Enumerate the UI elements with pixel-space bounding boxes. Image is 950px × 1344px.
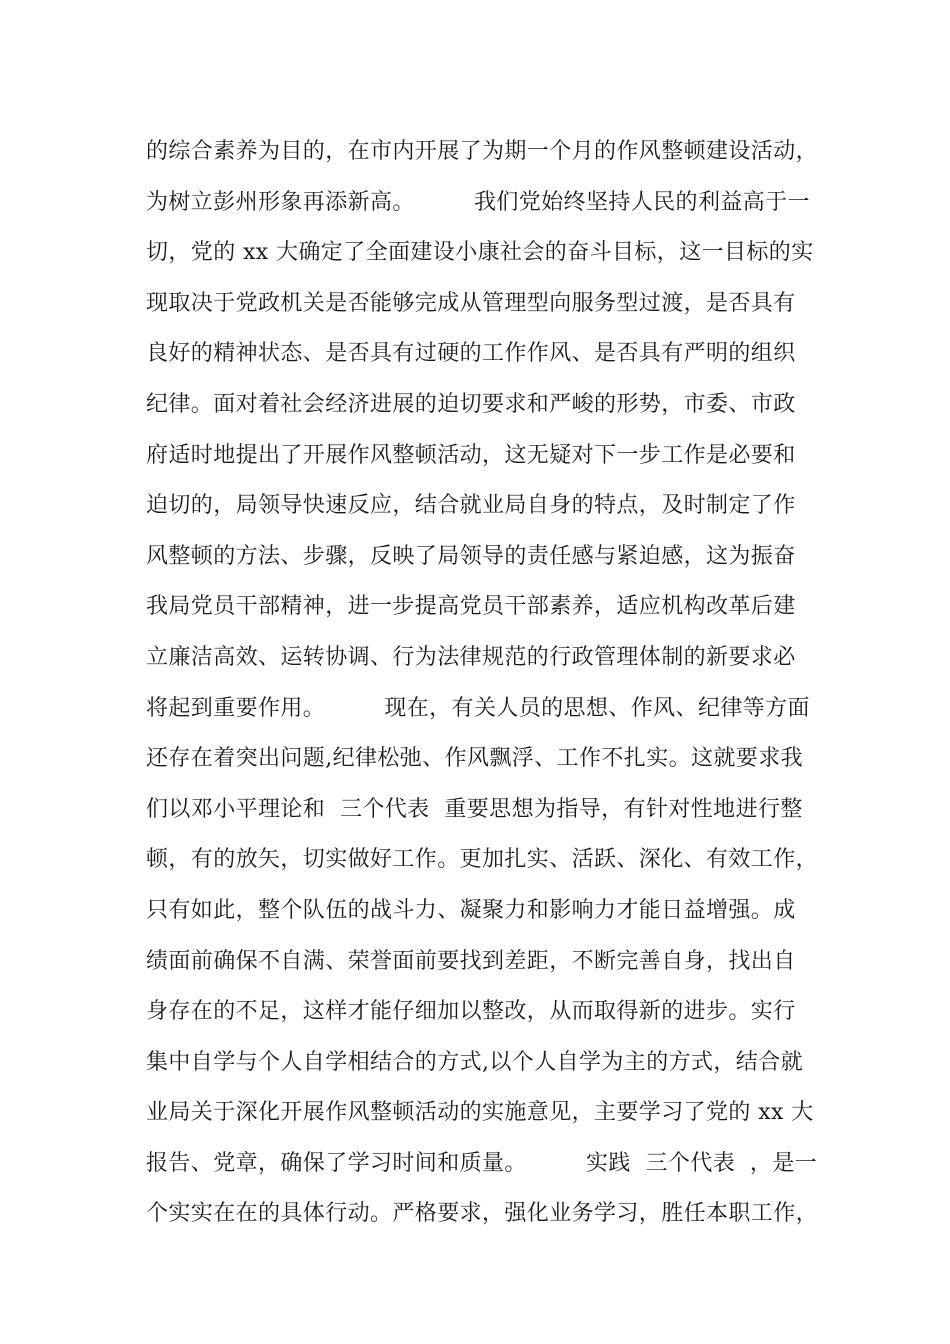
text-line: 府适时地提出了开展作风整顿活动，这无疑对下一步工作是必要和 <box>146 442 796 468</box>
text-line: 切，党的 xx 大确定了全面建设小康社会的奋斗目标，这一目标的实 <box>146 240 814 266</box>
text-line: 的综合素养为目的，在市内开展了为期一个月的作风整顿建设活动， <box>146 139 819 164</box>
text-line: 我局党员干部精神，进一步提高党员干部素养，适应机构改革后建 <box>146 594 796 620</box>
text-line: 身存在的不足，这样才能仔细加以整改，从而取得新的进步。实行 <box>146 999 796 1025</box>
text-line: 个实实在在的具体行动。严格要求，强化业务学习，胜任本职工作， <box>146 1201 819 1227</box>
text-line: 纪律。面对着社会经济进展的迫切要求和严峻的形势，市委、市政 <box>146 391 796 417</box>
text-line: 业局关于深化开展作风整顿活动的实施意见，主要学习了党的 xx 大 <box>146 1100 814 1126</box>
text-line: 风整顿的方法、步骤，反映了局领导的责任感与紧迫感，这为振奋 <box>146 543 796 569</box>
text-line: 集中自学与个人自学相结合的方式,以个人自学为主的方式，结合就 <box>146 1049 803 1075</box>
text-line: 为树立彭州形象再添新高。 我们党始终坚持人民的利益高于一 <box>146 189 810 215</box>
text-line: 只有如此，整个队伍的战斗力、凝聚力和影响力才能日益增强。成 <box>146 897 796 923</box>
text-line: 将起到重要作用。 现在，有关人员的思想、作风、纪律等方面 <box>146 695 810 721</box>
text-line: 还存在着突出问题,纪律松弛、作风飘浮、工作不扎实。这就要求我 <box>146 746 803 772</box>
text-line: 良好的精神状态、是否具有过硬的工作作风、是否具有严明的组织 <box>146 341 796 367</box>
text-line: 报告、党章，确保了学习时间和质量。 实践 三个代表 ，是一 <box>146 1150 818 1176</box>
text-line: 们以邓小平理论和 三个代表 重要思想为指导，有针对性地进行整 <box>146 796 803 822</box>
document-body-text <box>146 127 846 1240</box>
text-line: 迫切的，局领导快速反应，结合就业局自身的特点，及时制定了作 <box>146 493 796 519</box>
text-line: 绩面前确保不自满、荣誉面前要找到差距，不断完善自身，找出自 <box>146 948 796 974</box>
text-line: 顿，有的放矢，切实做好工作。更加扎实、活跃、深化、有效工作， <box>146 847 819 873</box>
text-line: 现取决于党政机关是否能够完成从管理型向服务型过渡，是否具有 <box>146 290 796 316</box>
text-line: 立廉洁高效、运转协调、行为法律规范的行政管理体制的新要求必 <box>146 644 796 670</box>
